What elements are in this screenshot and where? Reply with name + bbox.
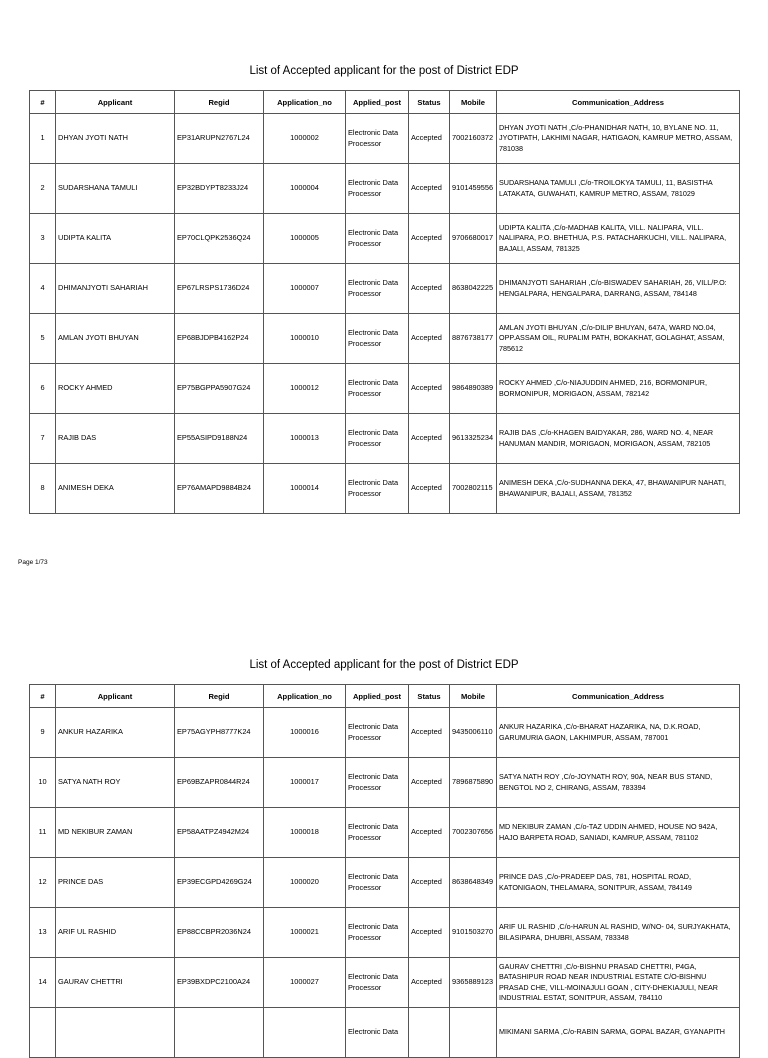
cell-status: Accepted [409,908,450,958]
table-row [30,414,740,464]
cell-reg-id: EP67LRSPS1736D24 [175,264,264,314]
cell-status: Accepted [409,414,450,464]
cell-applicant-name: PRINCE DAS [56,858,175,908]
table-body [30,708,740,1058]
cell-status: Accepted [409,708,450,758]
cell-applied-post: Electronic Data Processor [346,858,409,908]
cell-row-number: 9 [30,708,56,758]
col-header-address: Communication_Address [497,91,740,114]
cell-applied-post: Electronic Data Processor [346,314,409,364]
cell-applied-post: Electronic Data Processor [346,414,409,464]
cell-applicant-name: ANIMESH DEKA [56,464,175,514]
table-row [30,114,740,164]
cell-reg-id: EP31ARUPN2767L24 [175,114,264,164]
cell-status: Accepted [409,808,450,858]
cell-row-number: 8 [30,464,56,514]
col-header-address: Communication_Address [497,685,740,708]
table-row [30,264,740,314]
cell-status [409,1008,450,1058]
cell-applicant-name: ANKUR HAZARIKA [56,708,175,758]
cell-mobile: 9101459556 [450,164,497,214]
cell-address: RAJIB DAS ,C/o-KHAGEN BAIDYAKAR, 286, WARD NO. 4, NEAR HANUMAN MANDIR, MORIGAON, MORIGAON, ASSAM, 782105 [497,414,740,464]
cell-applicant-name: RAJIB DAS [56,414,175,464]
cell-reg-id: EP70CLQPK2536Q24 [175,214,264,264]
col-header-applicant: Applicant [56,685,175,708]
cell-applied-post: Electronic Data Processor [346,758,409,808]
cell-row-number: 6 [30,364,56,414]
cell-reg-id: EP39BXDPC2100A24 [175,958,264,1008]
cell-row-number: 13 [30,908,56,958]
table-row [30,464,740,514]
cell-row-number: 14 [30,958,56,1008]
page-number: Page 1/73 [18,559,48,566]
table-row [30,758,740,808]
cell-status: Accepted [409,264,450,314]
table-row [30,808,740,858]
table-row [30,314,740,364]
cell-mobile: 9864890389 [450,364,497,414]
cell-address: SUDARSHANA TAMULI ,C/o-TROILOKYA TAMULI, 11, BASISTHA LATAKATA, GUWAHATI, KAMRUP METRO, ASSAM, 781029 [497,164,740,214]
cell-applicant-name: DHYAN JYOTI NATH [56,114,175,164]
cell-application-no: 1000016 [264,708,346,758]
col-header-num: # [30,685,56,708]
cell-applied-post: Electronic Data [346,1008,409,1058]
cell-mobile: 9613325234 [450,414,497,464]
cell-applied-post: Electronic Data Processor [346,164,409,214]
applicants-table [29,684,740,1058]
cell-mobile: 7002307656 [450,808,497,858]
cell-applicant-name: MD NEKIBUR ZAMAN [56,808,175,858]
table-row [30,958,740,1008]
cell-applicant-name: ROCKY AHMED [56,364,175,414]
cell-row-number: 3 [30,214,56,264]
cell-reg-id: EP76AMAPD9884B24 [175,464,264,514]
cell-mobile: 8638648349 [450,858,497,908]
cell-application-no: 1000004 [264,164,346,214]
col-header-regid: Regid [175,685,264,708]
col-header-regid: Regid [175,91,264,114]
col-header-mobile: Mobile [450,91,497,114]
cell-address: ANKUR HAZARIKA ,C/o-BHARAT HAZARIKA, NA, D.K.ROAD, GARUMURIA GAON, LAKHIMPUR, ASSAM, 787001 [497,708,740,758]
cell-applicant-name [56,1008,175,1058]
col-header-applicant: Applicant [56,91,175,114]
cell-applied-post: Electronic Data Processor [346,708,409,758]
cell-applicant-name: UDIPTA KALITA [56,214,175,264]
cell-mobile: 7896875890 [450,758,497,808]
cell-applied-post: Electronic Data Processor [346,114,409,164]
cell-address: MIKIMANI SARMA ,C/o-RABIN SARMA, GOPAL BAZAR, GYANAPITH [497,1008,740,1058]
cell-mobile: 8638042225 [450,264,497,314]
cell-status: Accepted [409,214,450,264]
cell-application-no: 1000020 [264,858,346,908]
cell-application-no: 1000012 [264,364,346,414]
cell-application-no: 1000010 [264,314,346,364]
cell-row-number [30,1008,56,1058]
table-row [30,858,740,908]
table-row [30,364,740,414]
cell-mobile: 9435006110 [450,708,497,758]
cell-application-no: 1000027 [264,958,346,1008]
cell-applicant-name: SUDARSHANA TAMULI [56,164,175,214]
col-header-applied-post: Applied_post [346,91,409,114]
col-header-mobile: Mobile [450,685,497,708]
cell-mobile: 9706680017 [450,214,497,264]
cell-applied-post: Electronic Data Processor [346,958,409,1008]
cell-status: Accepted [409,758,450,808]
table-header-row [30,685,740,708]
cell-address: UDIPTA KALITA ,C/o-MADHAB KALITA, VILL. NALIPARA, VILL. NALIPARA, P.O. BHETHUA, P.S. PATACHARKUCHI, VILL. NALIPARA, BAJALI, ASSAM, 781325 [497,214,740,264]
cell-address: DHIMANJYOTI SAHARIAH ,C/o-BISWADEV SAHARIAH, 26, VILL/P.O: HENGALPARA, HENGALPARA, DARRANG, ASSAM, 784148 [497,264,740,314]
page-title: List of Accepted applicant for the post of District EDP [249,65,519,77]
cell-reg-id: EP55ASIPD9188N24 [175,414,264,464]
cell-application-no: 1000002 [264,114,346,164]
cell-address: GAURAV CHETTRI ,C/o-BISHNU PRASAD CHETTRI, P4GA, BATASHIPUR ROAD NEAR INDUSTRIAL ESTATE C/O-BISHNU PRASAD CHE, VILL-MOINAJULI GOAN , CITY-DHEKIAJULI, NEAR INDUSTRIAL ESTAT, SONITPUR, ASSAM, 784110 [497,958,740,1008]
cell-address: AMLAN JYOTI BHUYAN ,C/o-DILIP BHUYAN, 647A, WARD NO.04, OPP.ASSAM OIL, RUPALIM PATH, BOKAKHAT, GOLAGHAT, ASSAM, 785612 [497,314,740,364]
cell-reg-id: EP88CCBPR2036N24 [175,908,264,958]
cell-mobile [450,1008,497,1058]
cell-reg-id: EP58AATPZ4942M24 [175,808,264,858]
cell-status: Accepted [409,314,450,364]
table-body [30,114,740,514]
cell-row-number: 12 [30,858,56,908]
cell-application-no: 1000005 [264,214,346,264]
cell-applicant-name: GAURAV CHETTRI [56,958,175,1008]
cell-applied-post: Electronic Data Processor [346,808,409,858]
applicants-table [29,90,740,514]
cell-row-number: 1 [30,114,56,164]
cell-reg-id [175,1008,264,1058]
cell-status: Accepted [409,464,450,514]
cell-applied-post: Electronic Data Processor [346,264,409,314]
table-row [30,708,740,758]
cell-applied-post: Electronic Data Processor [346,908,409,958]
cell-row-number: 5 [30,314,56,364]
cell-status: Accepted [409,858,450,908]
table-row [30,214,740,264]
cell-reg-id: EP75AGYPH8777K24 [175,708,264,758]
cell-application-no: 1000017 [264,758,346,808]
cell-address: PRINCE DAS ,C/o-PRADEEP DAS, 781, HOSPITAL ROAD, KATONIGAON, THELAMARA, SONITPUR, ASSAM, 784149 [497,858,740,908]
cell-application-no: 1000013 [264,414,346,464]
cell-mobile: 9365889123 [450,958,497,1008]
cell-address: DHYAN JYOTI NATH ,C/o-PHANIDHAR NATH, 10, BYLANE NO. 11, JYOTIPATH, LAKHIMI NAGAR, HATIGAON, KAMRUP METRO, ASSAM, 781038 [497,114,740,164]
cell-applied-post: Electronic Data Processor [346,464,409,514]
cell-address: MD NEKIBUR ZAMAN ,C/o-TAZ UDDIN AHMED, HOUSE NO 942A, HAJO BARPETA ROAD, SANIADI, KAMRUP, ASSAM, 781102 [497,808,740,858]
cell-mobile: 7002802115 [450,464,497,514]
page-title: List of Accepted applicant for the post of District EDP [249,659,519,671]
table-row [30,908,740,958]
cell-applied-post: Electronic Data Processor [346,364,409,414]
col-header-status: Status [409,685,450,708]
cell-mobile: 7002160372 [450,114,497,164]
cell-status: Accepted [409,114,450,164]
cell-address: ROCKY AHMED ,C/o-NIAJUDDIN AHMED, 216, BORMONIPUR, BORMONIPUR, MORIGAON, ASSAM, 782142 [497,364,740,414]
cell-mobile: 9101503270 [450,908,497,958]
cell-application-no [264,1008,346,1058]
cell-applied-post: Electronic Data Processor [346,214,409,264]
col-header-num: # [30,91,56,114]
cell-address: ANIMESH DEKA ,C/o-SUDHANNA DEKA, 47, BHAWANIPUR NAHATI, BHAWANIPUR, BAJALI, ASSAM, 781352 [497,464,740,514]
cell-applicant-name: AMLAN JYOTI BHUYAN [56,314,175,364]
cell-status: Accepted [409,958,450,1008]
cell-address: SATYA NATH ROY ,C/o-JOYNATH ROY, 90A, NEAR BUS STAND, BENGTOL NO 2, CHIRANG, ASSAM, 783394 [497,758,740,808]
cell-application-no: 1000007 [264,264,346,314]
cell-applicant-name: ARIF UL RASHID [56,908,175,958]
cell-row-number: 11 [30,808,56,858]
cell-reg-id: EP69BZAPR0844R24 [175,758,264,808]
cell-reg-id: EP75BGPPA5907G24 [175,364,264,414]
cell-applicant-name: SATYA NATH ROY [56,758,175,808]
col-header-applied-post: Applied_post [346,685,409,708]
cell-application-no: 1000018 [264,808,346,858]
cell-reg-id: EP39ECGPD4269G24 [175,858,264,908]
cell-row-number: 2 [30,164,56,214]
cell-mobile: 8876738177 [450,314,497,364]
col-header-application-no: Application_no [264,91,346,114]
col-header-application-no: Application_no [264,685,346,708]
cell-row-number: 4 [30,264,56,314]
cell-reg-id: EP32BDYPT8233J24 [175,164,264,214]
cell-row-number: 10 [30,758,56,808]
cell-status: Accepted [409,364,450,414]
cell-status: Accepted [409,164,450,214]
table-header-row [30,91,740,114]
cell-row-number: 7 [30,414,56,464]
table-row [30,1008,740,1058]
table-row [30,164,740,214]
cell-address: ARIF UL RASHID ,C/o-HARUN AL RASHID, W/NO- 04, SURJYAKHATA, BILASIPARA, DHUBRI, ASSAM, 783348 [497,908,740,958]
cell-application-no: 1000021 [264,908,346,958]
col-header-status: Status [409,91,450,114]
cell-applicant-name: DHIMANJYOTI SAHARIAH [56,264,175,314]
cell-reg-id: EP68BJDPB4162P24 [175,314,264,364]
cell-application-no: 1000014 [264,464,346,514]
